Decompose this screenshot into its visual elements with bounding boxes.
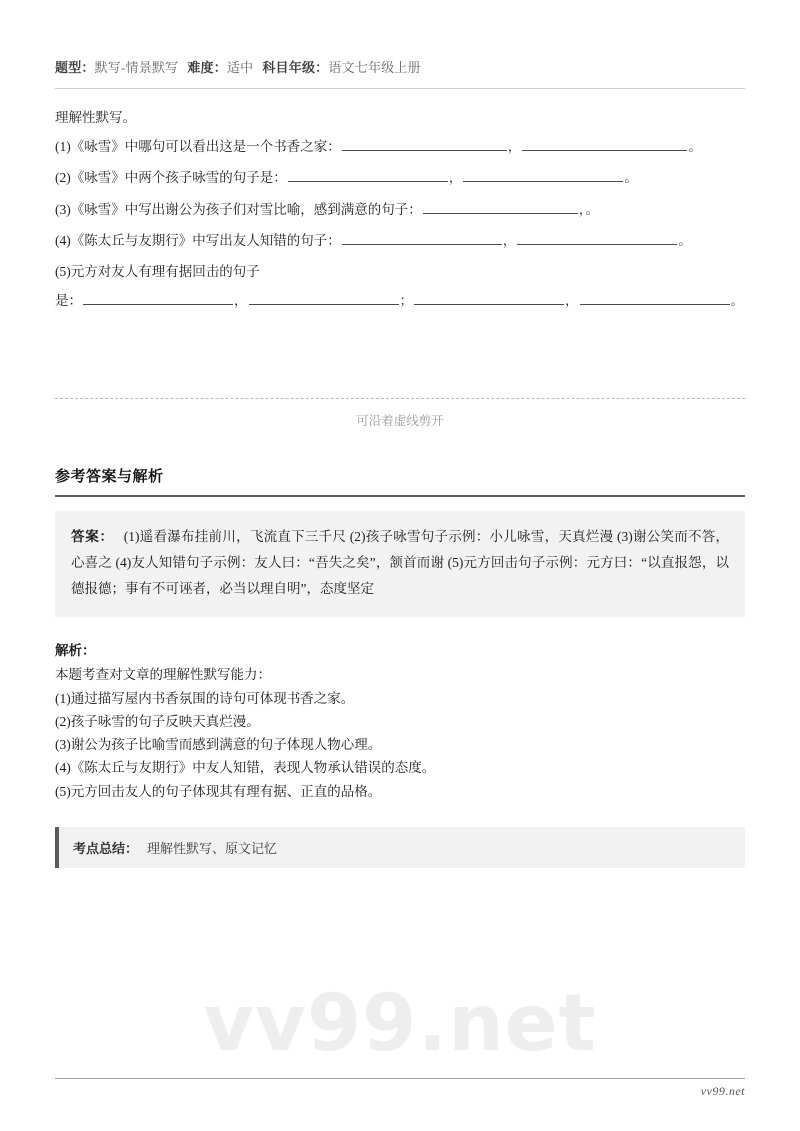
knowledge-summary-bar — [55, 827, 745, 868]
analysis-line: (1)通过描写屋内书香氛围的诗句可体现书香之家。 — [55, 690, 355, 706]
cut-label: 可沿着虚线剪开 — [356, 413, 444, 428]
answer-blank[interactable] — [463, 168, 623, 182]
answer-blank[interactable] — [249, 291, 399, 305]
answer-blank[interactable] — [342, 137, 507, 151]
question-item-1-separator: ， — [507, 139, 522, 154]
header-divider — [55, 88, 745, 89]
answer-blank[interactable] — [342, 231, 502, 245]
question-item-2-terminator: 。 — [624, 170, 638, 186]
question-item-3-terminator: 。 — [585, 201, 599, 217]
question-item-4-number: (4) — [55, 232, 71, 248]
analysis-block — [55, 639, 745, 802]
question-item-5 — [55, 262, 745, 282]
question-item-2-text: 《咏雪》中两个孩子咏雪的句子是： — [70, 170, 287, 186]
meta-subject-value: 语文七年级上册 — [328, 60, 421, 75]
question-item-3 — [55, 200, 745, 220]
question-item-2-separator: ， — [448, 170, 463, 186]
question-item-3-separator: ， — [578, 201, 586, 217]
answer-blank[interactable] — [522, 137, 687, 151]
analysis-label: 解析： — [55, 643, 96, 659]
meta-type-value: 默写-情景默写 — [94, 60, 179, 75]
question-item-5-number: (5) — [55, 264, 71, 279]
question-item-1 — [55, 137, 745, 157]
summary-label: 考点总结： — [73, 840, 139, 856]
summary-value: 理解性默写、原文记忆 — [147, 840, 278, 856]
question-item-5-blanks-line — [55, 291, 745, 311]
question-item-5-separator-2: ； — [399, 293, 413, 309]
footer-site-name: vv99.net — [700, 1084, 745, 1098]
analysis-line: (5)元方回击友人的句子体现其有理有据、正直的品格。 — [55, 783, 382, 799]
question-item-5-separator-3: ， — [565, 293, 579, 309]
answer-section-title: 参考答案与解析 — [55, 468, 164, 485]
question-item-4 — [55, 231, 745, 251]
answer-label: 答案： — [71, 528, 114, 544]
meta-difficulty-label: 难度： — [187, 60, 227, 75]
answer-blank[interactable] — [414, 291, 564, 305]
meta-difficulty-value: 适中 — [226, 60, 254, 75]
answer-box — [55, 511, 745, 618]
answer-section-divider — [55, 495, 745, 497]
question-item-2-number: (2) — [55, 170, 71, 186]
question-item-5-text: 元方对友人有理有据回击的句子 — [70, 264, 260, 279]
question-item-4-separator: ， — [502, 232, 517, 248]
question-item-1-number: (1) — [55, 139, 71, 154]
analysis-line: (4)《陈太丘与友期行》中友人知错，表现人物承认错误的态度。 — [55, 760, 436, 776]
question-item-1-text: 《咏雪》中哪句可以看出这是一个书香之家： — [70, 139, 341, 154]
watermark: vv99.net — [203, 979, 597, 1069]
question-item-1-terminator: 。 — [688, 139, 702, 154]
question-item-2 — [55, 168, 745, 188]
question-intro: 理解性默写。 — [55, 110, 136, 125]
question-item-5-separator-1: ， — [234, 293, 248, 309]
analysis-line: (3)谢公为孩子比喻雪而感到满意的句子体现人物心理。 — [55, 737, 382, 753]
meta-type-label: 题型： — [55, 60, 95, 75]
question-meta-header — [55, 0, 745, 76]
question-item-5-terminator: 。 — [730, 293, 744, 309]
page-footer — [55, 1078, 745, 1099]
answer-blank[interactable] — [517, 231, 677, 245]
question-item-3-number: (3) — [55, 201, 71, 217]
cut-section — [55, 398, 745, 429]
question-item-5-prefix: 是： — [55, 293, 82, 309]
question-item-3-text: 《咏雪》中写出谢公为孩子们对雪比喻，感到满意的句子： — [70, 201, 422, 217]
question-item-4-text: 《陈太丘与友期行》中写出友人知错的句子： — [70, 232, 341, 248]
analysis-line: 本题考查对文章的理解性默写能力： — [55, 667, 271, 683]
answer-text: (1)遥看瀑布挂前川，飞流直下三千尺 (2)孩子咏雪句子示例：小儿咏雪，天真烂漫 (3)谢公笑而不答，心喜之 (4)友人知错句子示例：友人曰：“吾失之矣”，颔首而谢 (5)元方回击句子示例：元方曰：“以直报怨，以德报德；事有不可诬者，必当以理自明”，态度坚定 — [71, 528, 730, 597]
answer-blank[interactable] — [288, 168, 448, 182]
meta-subject-label: 科目年级： — [262, 60, 329, 75]
answer-blank[interactable] — [83, 291, 233, 305]
cut-dashed-line — [55, 398, 745, 399]
answer-blank[interactable] — [580, 291, 730, 305]
question-item-4-terminator: 。 — [678, 232, 692, 248]
answer-blank[interactable] — [423, 200, 578, 214]
analysis-line: (2)孩子咏雪的句子反映天真烂漫。 — [55, 713, 260, 729]
footer-divider — [55, 1078, 745, 1079]
